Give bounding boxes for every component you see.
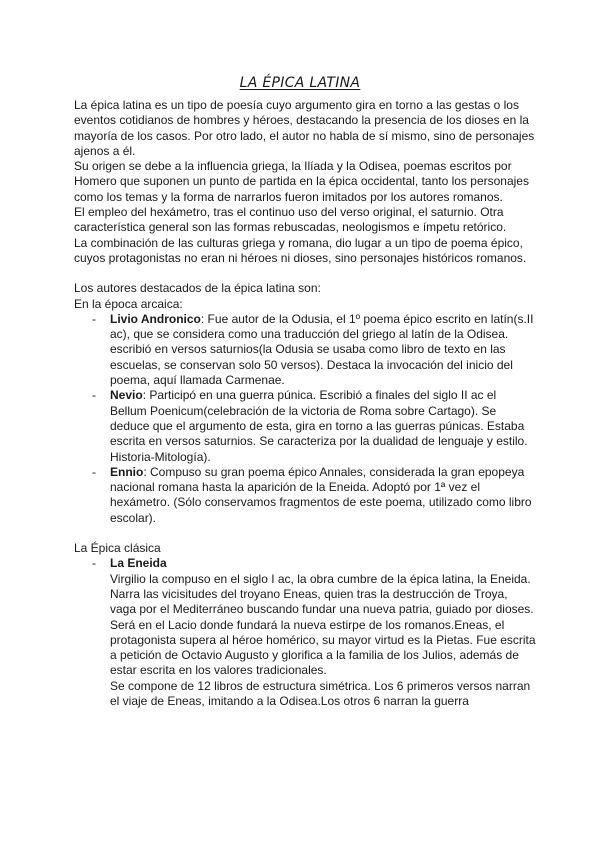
intro-paragraph: La épica latina es un tipo de poesía cuyo argumento gira en torno a las gestas o los eventos cotidianos de hombres y héroes, destacando la presencia de los dioses en la mayoría de los casos. Por otro lado, el autor no habla de sí mismo, sino de personajes ajenos a él. (74, 98, 535, 158)
author-description: : Participó en una guerra púnica. Escribió a finales del siglo II ac el Bellum Poenicum(celebración de la victoria de Roma sobre Cartago). Se deduce que el argumento de esta, gira en torno a las guerras púnicas. Estaba escrita en versos saturnios. Se caracteriza por la dualidad de lenguaje y estilo. Historia-Mitología). (110, 388, 528, 464)
list-dash: - (92, 464, 96, 479)
list-item (74, 312, 536, 388)
authors-heading: Los autores destacados de la épica latina son: (74, 281, 321, 296)
intro-paragraph: El empleo del hexámetro, tras el continuo uso del verso original, el saturnio. Otra característica general son las formas rebuscadas, neologismos e ímpetu retórico. (74, 205, 507, 235)
spacer (74, 266, 536, 281)
list-dash: - (92, 311, 96, 326)
list-item (74, 388, 536, 464)
author-description: : Compuso su gran poema épico Annales, considerada la gran epopeya nacional romana hasta la aparición de la Eneida. Adoptó por 1ª vez el hexámetro. (Sólo conservamos fragmentos de este poema, utilizado como libro escolar). (110, 464, 532, 525)
document-title: LA ÉPICA LATINA (239, 75, 361, 91)
list-dash: - (92, 388, 96, 403)
author-name: Nevio (110, 388, 143, 403)
list-item (74, 556, 536, 709)
list-item (74, 465, 536, 526)
archaic-heading: En la época arcaica: (74, 296, 183, 311)
author-name: Ennio (110, 464, 144, 479)
work-paragraph: Se compone de 12 libros de estructura simétrica. Los 6 primeros versos narran el viaje de Eneas, imitando a la Odisea.Los otros 6 narran la guerra (110, 678, 531, 708)
work-paragraph: Virgilio la compuso en el siglo I ac, la obra cumbre de la épica latina, la Eneida. Narra las vicisitudes del troyano Eneas, quien tras la destrucción de Troya, vaga por el Mediterráneo buscando fundar una nueva patria, guiado por dioses. Será en el Lacio donde fundará la nueva estirpe de los romanos.Eneas, el protagonista supera al héroe homérico, su mayor virtud es la Pietas. Fue escrita a petición de Octavio Augusto y glorifica a la familia de los Julios, además de estar escrita en los valores tradicionales. (110, 571, 536, 678)
archaic-authors-list (74, 312, 536, 526)
classic-works-list (74, 556, 536, 709)
list-dash: - (92, 556, 96, 571)
classic-heading: La Épica clásica (74, 541, 161, 556)
intro-paragraph: La combinación de las culturas griega y romana, dio lugar a un tipo de poema épico, cuyos protagonistas no eran ni héroes ni dioses, sino personajes históricos romanos. (74, 235, 527, 265)
spacer (74, 526, 536, 541)
intro-paragraph: Su origen se debe a la influencia griega, la Ilíada y la Odisea, poemas escritos por Homero que suponen un punto de partida en la épica occidental, tanto los personajes como los temas y la forma de narrarlos fueron imitados por los autores romanos. (74, 159, 529, 204)
document-body (74, 98, 536, 709)
work-name: La Eneida (110, 556, 167, 571)
author-description: : Fue autor de la Odusia, el 1º poema épico escrito en latín(s.II ac), que se considera como una traducción del griego al latín de la Odisea. escribió en versos saturnios(la Odusia se usaba como libro de texto en las escuelas, se conservan solo 50 versos). Destaca la invocación del inicio del poema, aquí llamada Carmenae. (110, 311, 534, 388)
author-name: Livio Andronico (110, 311, 201, 326)
